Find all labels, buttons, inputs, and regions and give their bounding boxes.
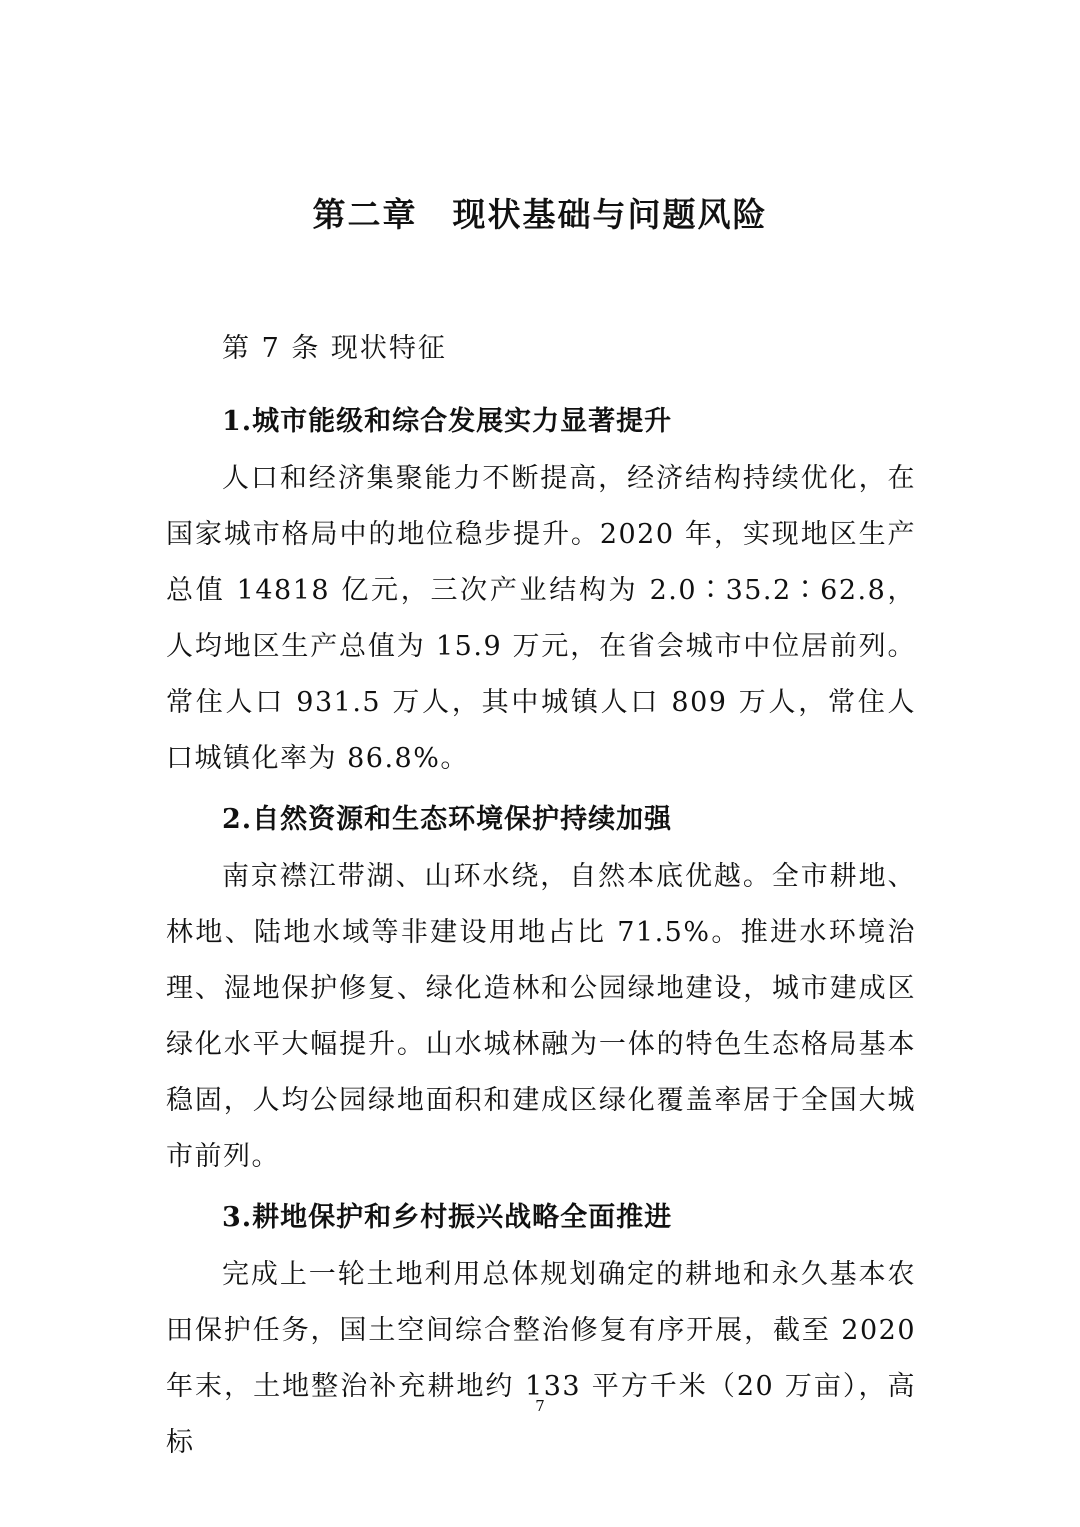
- section-heading-3: 3.耕地保护和乡村振兴战略全面推进: [222, 1202, 673, 1233]
- chapter-title: 第二章 现状基础与问题风险: [312, 195, 768, 234]
- section-heading-2: 2.自然资源和生态环境保护持续加强: [222, 804, 673, 835]
- section-paragraph-3: 完成上一轮土地利用总体规划确定的耕地和永久基本农田保护任务，国土空间综合整治修复有序开展，截至 2020 年末，土地整治补充耕地约 133 平方千米（20 万亩），高标: [166, 1259, 916, 1458]
- page-number: 7: [535, 1397, 545, 1415]
- section-heading-1: 1.城市能级和综合发展实力显著提升: [222, 406, 673, 437]
- section-paragraph-2: 南京襟江带湖、山环水绕，自然本底优越。全市耕地、林地、陆地水域等非建设用地占比 71.5%。推进水环境治理、湿地保护修复、绿化造林和公园绿地建设，城市建成区绿化水平大幅提升。山水城林融为一体的特色生态格局基本稳固，人均公园绿地面积和建成区绿化覆盖率居于全国大城市前列。: [166, 861, 916, 1172]
- section-paragraph-1: 人口和经济集聚能力不断提高，经济结构持续优化，在国家城市格局中的地位稳步提升。2020 年，实现地区生产总值 14818 亿元，三次产业结构为 2.0∶35.2∶62.8，人均地区生产总值为 15.9 万元，在省会城市中位居前列。常住人口 931.5 万人，其中城镇人口 809 万人，常住人口城镇化率为 86.8%。: [166, 463, 916, 774]
- body-content: [166, 393, 916, 1475]
- article-title: 第 7 条 现状特征: [222, 333, 447, 364]
